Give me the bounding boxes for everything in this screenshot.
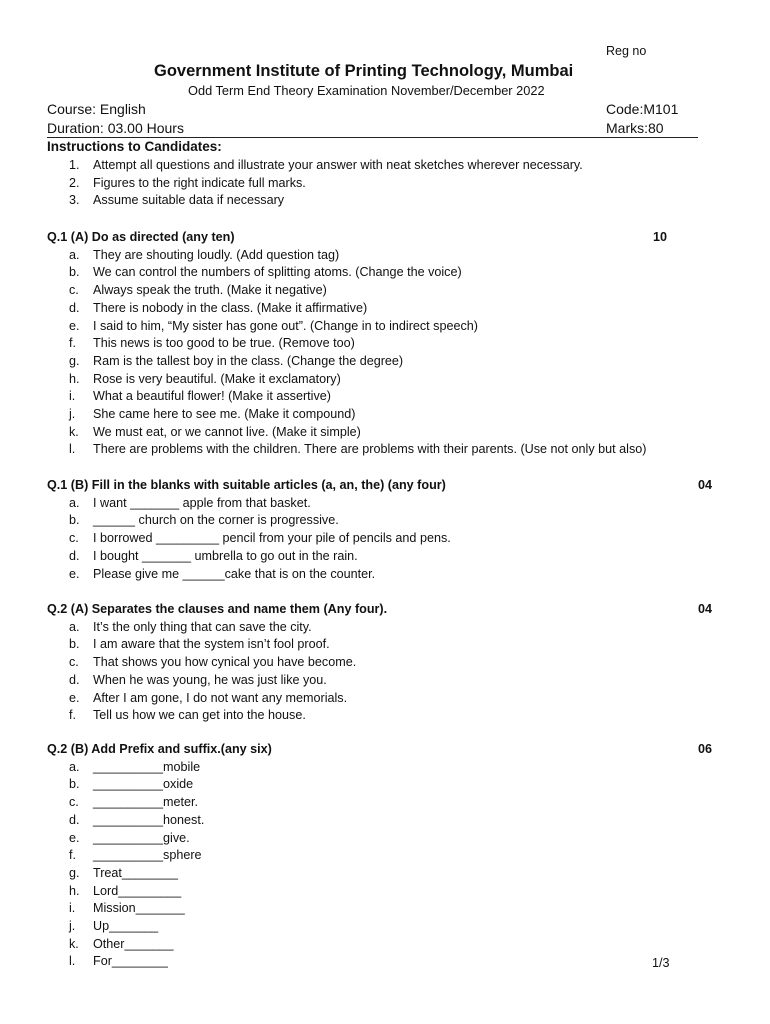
- instruction-number: 3.: [69, 193, 80, 208]
- item-text: __________sphere: [93, 848, 202, 863]
- instruction-number: 1.: [69, 158, 80, 172]
- question-item: [0, 512, 770, 530]
- item-label: d.: [69, 672, 80, 687]
- item-label: k.: [69, 424, 79, 439]
- question-item: [0, 794, 770, 812]
- question-item: [0, 300, 770, 318]
- question-item: [0, 282, 770, 300]
- question-item: [0, 424, 770, 442]
- question-heading: Q.2 (A) Separates the clauses and name them (Any four).: [47, 602, 388, 616]
- item-label: i.: [69, 389, 76, 404]
- item-label: a.: [69, 495, 80, 510]
- item-text: Other_______: [93, 936, 174, 951]
- question-item: [0, 759, 770, 777]
- item-text: Lord_________: [93, 883, 182, 898]
- question-item: [0, 636, 770, 654]
- item-text: They are shouting loudly. (Add question tag): [93, 247, 340, 262]
- item-text: __________honest.: [93, 812, 205, 827]
- instruction-item: [0, 175, 770, 193]
- item-text: It’s the only thing that can save the city.: [93, 619, 312, 634]
- marks-label: Marks:80: [606, 120, 664, 136]
- item-text: Rose is very beautiful. (Make it exclamatory): [93, 371, 341, 386]
- item-label: e.: [69, 318, 80, 333]
- item-label: d.: [69, 548, 80, 563]
- item-label: h.: [69, 371, 80, 386]
- item-label: c.: [69, 795, 79, 810]
- item-text: Treat________: [93, 865, 178, 880]
- question-marks: 10: [653, 230, 668, 244]
- item-text: This news is too good to be true. (Remove too): [93, 336, 355, 351]
- instruction-text: Figures to the right indicate full marks.: [93, 175, 306, 190]
- question-item: [0, 619, 770, 637]
- item-text: I am aware that the system isn’t fool proof.: [93, 637, 330, 652]
- question-item: [0, 353, 770, 371]
- header-divider: [47, 137, 698, 138]
- item-text: __________oxide: [93, 777, 194, 792]
- item-label: g.: [69, 865, 80, 880]
- item-text: Please give me ______cake that is on the counter.: [93, 566, 376, 581]
- question-item: [0, 495, 770, 513]
- question-item: [0, 847, 770, 865]
- item-label: b.: [69, 777, 80, 792]
- item-text: She came here to see me. (Make it compound): [93, 407, 356, 421]
- item-label: d.: [69, 300, 80, 315]
- item-label: a.: [69, 759, 80, 774]
- question-heading: Q.1 (A) Do as directed (any ten): [47, 230, 235, 244]
- item-text: What a beautiful flower! (Make it assertive): [93, 389, 331, 404]
- item-text: Up_______: [93, 919, 159, 933]
- page-number: 1/3: [652, 956, 670, 970]
- item-text: We must eat, or we cannot live. (Make it simple): [93, 424, 361, 439]
- question-item: [0, 690, 770, 708]
- item-text: I bought _______ umbrella to go out in the rain.: [93, 548, 358, 563]
- question-item: [0, 335, 770, 353]
- item-label: a.: [69, 619, 80, 634]
- question-item: [0, 672, 770, 690]
- item-text: Tell us how we can get into the house.: [93, 708, 306, 723]
- question-heading: Q.1 (B) Fill in the blanks with suitable articles (a, an, the) (any four): [47, 478, 446, 492]
- item-label: c.: [69, 283, 79, 298]
- item-label: c.: [69, 655, 79, 670]
- item-label: h.: [69, 883, 80, 898]
- instructions-title: Instructions to Candidates:: [47, 139, 222, 154]
- item-text: Ram is the tallest boy in the class. (Change the degree): [93, 353, 404, 368]
- item-label: i.: [69, 901, 76, 916]
- question-item: [0, 654, 770, 672]
- item-text: Mission_______: [93, 901, 185, 916]
- instruction-item: [0, 192, 770, 210]
- question-item: [0, 883, 770, 901]
- item-label: e.: [69, 690, 80, 705]
- question-item: [0, 371, 770, 389]
- question-item: [0, 406, 770, 424]
- question-item: [0, 530, 770, 548]
- item-label: f.: [69, 708, 76, 723]
- question-marks: 04: [698, 478, 713, 492]
- instruction-text: Attempt all questions and illustrate your answer with neat sketches wherever necessary.: [93, 158, 583, 172]
- item-label: l.: [69, 954, 76, 969]
- question-item: [0, 830, 770, 848]
- question-marks: 06: [698, 742, 713, 756]
- item-label: b.: [69, 513, 80, 528]
- item-label: c.: [69, 531, 79, 546]
- question-item: [0, 388, 770, 406]
- item-text: __________give.: [93, 830, 190, 845]
- item-text: For________: [93, 954, 168, 969]
- item-label: b.: [69, 265, 80, 280]
- item-label: l.: [69, 442, 76, 457]
- item-text: ______ church on the corner is progressive.: [93, 513, 339, 528]
- question-item: [0, 264, 770, 282]
- instruction-text: Assume suitable data if necessary: [93, 193, 285, 208]
- item-label: d.: [69, 812, 80, 827]
- item-text: __________meter.: [93, 795, 199, 810]
- course-label: Course: English: [47, 101, 146, 117]
- item-label: e.: [69, 566, 80, 581]
- question-item: [0, 247, 770, 265]
- item-text: Always speak the truth. (Make it negative): [93, 283, 327, 298]
- question-marks: 04: [698, 602, 713, 616]
- exam-subtitle: Odd Term End Theory Examination November/December 2022: [188, 83, 545, 98]
- item-label: b.: [69, 637, 80, 652]
- question-item: [0, 318, 770, 336]
- question-item: [0, 566, 770, 584]
- item-text: I borrowed _________ pencil from your pile of pencils and pens.: [93, 531, 451, 546]
- reg-no-label: Reg no: [606, 44, 647, 58]
- question-item: [0, 936, 770, 954]
- item-text: That shows you how cynical you have become.: [93, 655, 357, 670]
- item-label: e.: [69, 830, 80, 845]
- item-label: f.: [69, 336, 76, 351]
- question-item: [0, 548, 770, 566]
- question-item: [0, 812, 770, 830]
- question-item: [0, 918, 770, 936]
- question-heading: Q.2 (B) Add Prefix and suffix.(any six): [47, 742, 272, 756]
- question-item: [0, 865, 770, 883]
- question-item: [0, 707, 770, 725]
- item-label: k.: [69, 936, 79, 951]
- item-text: I want _______ apple from that basket.: [93, 495, 311, 510]
- item-label: j.: [69, 407, 76, 421]
- item-text: __________mobile: [93, 759, 201, 774]
- item-text: There are problems with the children. There are problems with their parents. (Use not only but also): [93, 442, 647, 457]
- instruction-item: [0, 157, 770, 175]
- code-label: Code:M101: [606, 101, 679, 117]
- item-label: g.: [69, 353, 80, 368]
- item-label: f.: [69, 848, 76, 863]
- duration-label: Duration: 03.00 Hours: [47, 120, 184, 136]
- item-label: a.: [69, 247, 80, 262]
- instruction-number: 2.: [69, 175, 80, 190]
- item-text: After I am gone, I do not want any memorials.: [93, 690, 348, 705]
- question-item: [0, 900, 770, 918]
- item-label: j.: [69, 919, 76, 933]
- question-item: [0, 776, 770, 794]
- item-text: When he was young, he was just like you.: [93, 672, 327, 687]
- item-text: I said to him, “My sister has gone out”. (Change in to indirect speech): [93, 318, 478, 333]
- item-text: There is nobody in the class. (Make it affirmative): [93, 300, 368, 315]
- institute-title: Government Institute of Printing Technology, Mumbai: [154, 62, 574, 80]
- item-text: We can control the numbers of splitting atoms. (Change the voice): [93, 265, 462, 280]
- question-item: [0, 441, 770, 459]
